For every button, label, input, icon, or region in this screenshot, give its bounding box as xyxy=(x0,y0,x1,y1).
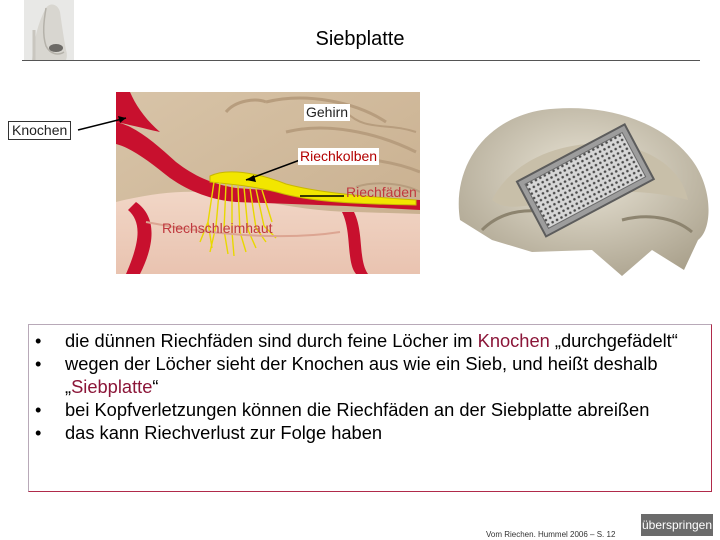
list-item xyxy=(29,421,711,444)
bullet-text-suffix: “ xyxy=(152,376,159,397)
label-knochen: Knochen xyxy=(8,121,71,140)
highlight-siebplatte: Siebplatte xyxy=(71,376,153,397)
bullet-marker: • xyxy=(35,422,42,443)
bullet-list xyxy=(29,325,711,444)
title-divider xyxy=(22,60,700,61)
label-riechkolben: Riechkolben xyxy=(300,148,378,164)
skull-cribriform-plate-image xyxy=(452,80,714,276)
olfactory-anatomy-illustration xyxy=(116,92,420,274)
label-gehirn: Gehirn xyxy=(306,104,349,120)
bullet-text: bei Kopfverletzungen können die Riechfäden an der Siebplatte abreißen xyxy=(65,399,650,420)
bullet-marker: • xyxy=(35,353,42,374)
bullet-text: die dünnen Riechfäden sind durch feine Löcher im xyxy=(65,330,478,351)
list-item xyxy=(29,398,711,421)
footer-citation: Vom Riechen. Hummel 2006 – S. 12 xyxy=(486,530,616,539)
list-item xyxy=(29,352,711,398)
label-riechschleimhaut: Riechschleimhaut xyxy=(162,220,273,236)
list-item xyxy=(29,329,711,352)
bullet-text: wegen der Löcher sieht der Knochen aus wie ein Sieb, und heißt deshalb „ xyxy=(65,353,658,397)
content-text-box xyxy=(28,324,712,492)
bullet-text: das kann Riechverlust zur Folge haben xyxy=(65,422,383,443)
bullet-marker: • xyxy=(35,399,42,420)
page-title: Siebplatte xyxy=(315,28,405,50)
bullet-text-suffix: „durchgefädelt“ xyxy=(549,330,678,351)
skip-button[interactable]: überspringen xyxy=(641,514,713,536)
highlight-knochen: Knochen xyxy=(477,330,550,351)
label-riechfaeden: Riechfäden xyxy=(346,184,417,200)
bullet-marker: • xyxy=(35,330,42,351)
